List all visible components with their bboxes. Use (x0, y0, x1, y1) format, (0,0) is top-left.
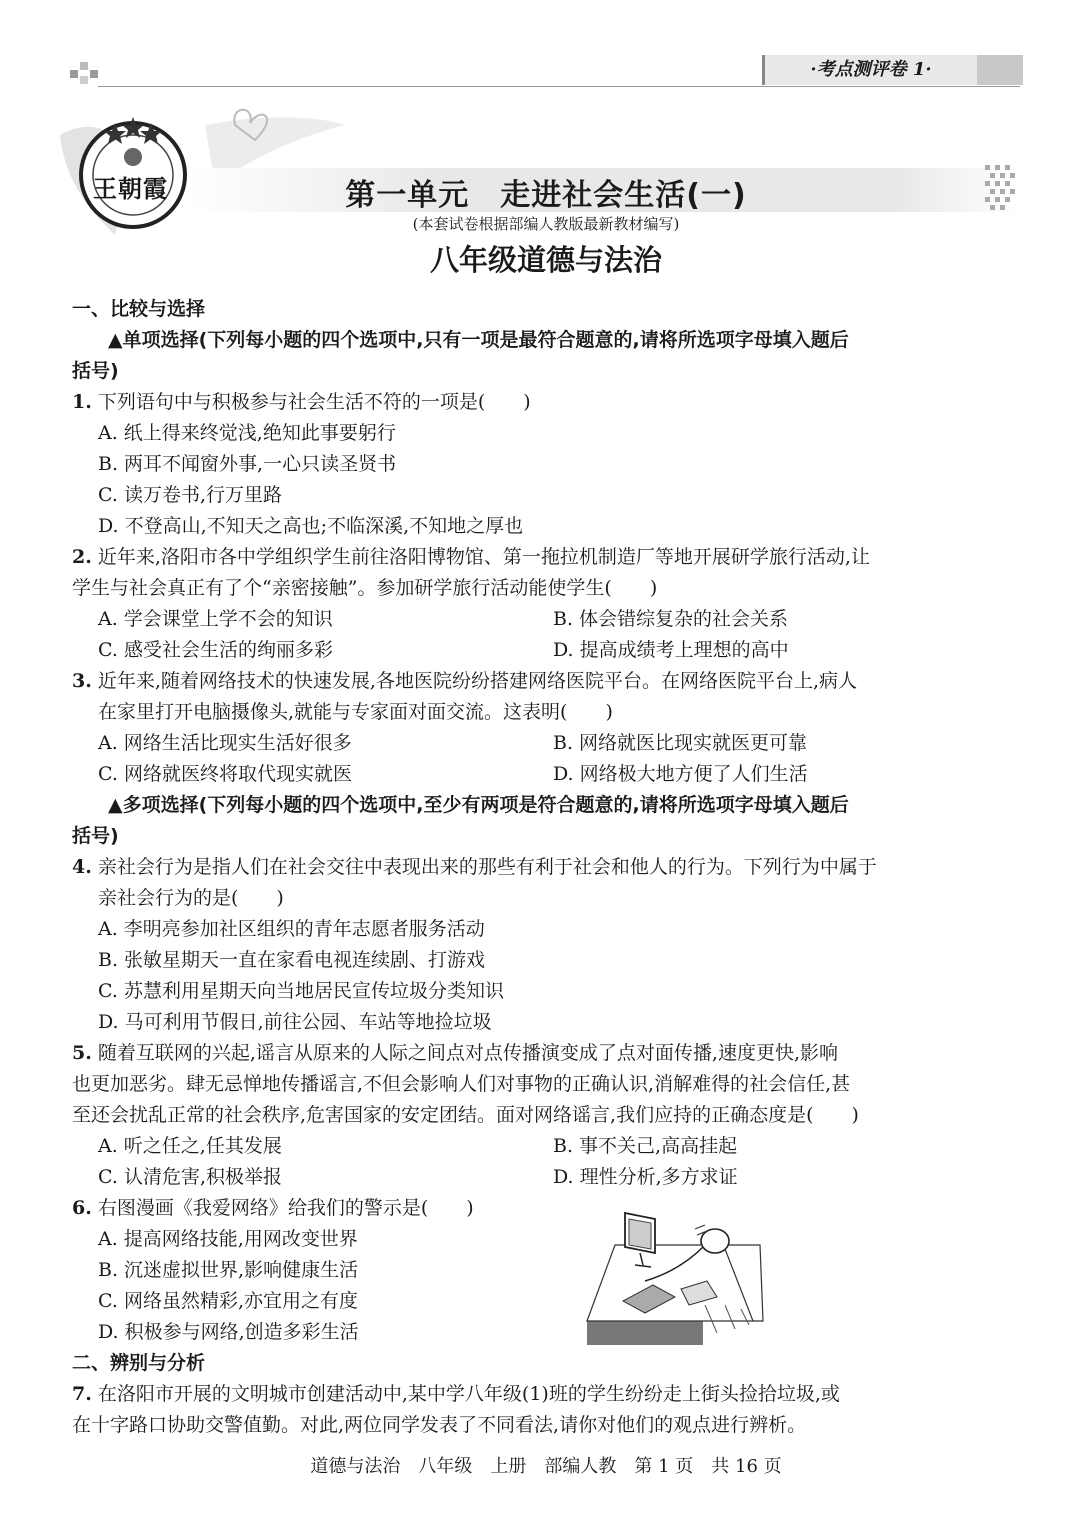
option-d: D. 网络极大地方便了人们生活 (553, 763, 808, 785)
option-c: C. 感受社会生活的绚丽多彩 (98, 639, 333, 661)
multi-choice-instruction-cont: 括号) (72, 825, 119, 847)
question-number: 7. (72, 1383, 92, 1405)
question-number: 3. (72, 670, 92, 692)
option-a: A. 提高网络技能,用网改变世界 (98, 1228, 358, 1250)
option-c: C. 认清危害,积极举报 (98, 1166, 282, 1188)
question-stem-cont: 学生与社会真正有了个“亲密接触”。参加研学旅行活动能使学生( ) (72, 577, 658, 599)
option-d: D. 积极参与网络,创造多彩生活 (98, 1321, 359, 1343)
corner-squares-icon (70, 62, 100, 88)
question-number: 4. (72, 856, 92, 878)
question-stem: 右图漫画《我爱网络》给我们的警示是( ) (97, 1197, 474, 1219)
option-a: A. 听之任之,任其发展 (98, 1135, 282, 1157)
option-a: A. 学会课堂上学不会的知识 (98, 608, 333, 630)
question-1 (72, 387, 531, 418)
option-b: B. 网络就医比现实就医更可靠 (553, 732, 808, 754)
question-stem-cont: 至还会扰乱正常的社会秩序,危害国家的安定团结。面对网络谣言,我们应持的正确态度是( ) (72, 1104, 859, 1126)
question-number: 5. (72, 1042, 92, 1064)
option-b: B. 沉迷虚拟世界,影响健康生活 (98, 1259, 359, 1281)
option-a: A. 李明亮参加社区组织的青年志愿者服务活动 (98, 918, 485, 940)
subject-title: 八年级道德与法治 (429, 243, 662, 277)
question-stem: 下列语句中与积极参与社会生活不符的一项是( ) (97, 391, 531, 413)
question-4 (72, 852, 877, 883)
single-choice-instruction: ▲单项选择(下列每小题的四个选项中,只有一项是最符合题意的,请将所选项字母填入题后 (108, 329, 849, 351)
question-5 (72, 1038, 838, 1069)
question-2 (72, 542, 870, 573)
unit-title: 第一单元 走进社会生活(一) (345, 178, 747, 213)
question-stem: 近年来,随着网络技术的快速发展,各地医院纷纷搭建网络医院平台。在网络医院平台上,病人 (97, 670, 858, 692)
question-stem-cont: 也更加恶劣。肆无忌惮地传播谣言,不但会影响人们对事物的正确认识,消解难得的社会信任,甚 (72, 1073, 851, 1095)
option-b: B. 张敏星期天一直在家看电视连续剧、打游戏 (98, 949, 486, 971)
option-d: D. 马可利用节假日,前往公园、车站等地捡垃圾 (98, 1011, 492, 1033)
option-c: C. 网络虽然精彩,亦宜用之有度 (98, 1290, 358, 1312)
option-d: D. 不登高山,不知天之高也;不临深溪,不知地之厚也 (98, 515, 524, 537)
option-b: B. 体会错综复杂的社会关系 (553, 608, 789, 630)
option-c: C. 苏慧利用星期天向当地居民宣传垃圾分类知识 (98, 980, 504, 1002)
question-stem: 近年来,洛阳市各中学组织学生前往洛阳博物馆、第一拖拉机制造厂等地开展研学旅行活动,让 (97, 546, 870, 568)
question-7 (72, 1379, 840, 1410)
option-d: D. 理性分析,多方求证 (553, 1166, 738, 1188)
page-footer: 道德与法治 八年级 上册 部编人教 第 1 页 共 16 页 (310, 1456, 782, 1477)
option-b: B. 事不关己,高高挂起 (553, 1135, 738, 1157)
question-stem: 随着互联网的兴起,谣言从原来的人际之间点对点传播演变成了点对面传播,速度更快,影响 (97, 1042, 839, 1064)
question-3 (72, 666, 857, 697)
cartoon-illustration (585, 1205, 765, 1351)
question-number: 2. (72, 546, 92, 568)
option-d: D. 提高成绩考上理想的高中 (553, 639, 789, 661)
exam-tag-label: ·考点测评卷 1· (810, 59, 932, 80)
single-choice-instruction-cont: 括号) (72, 360, 119, 382)
section-heading-2: 二、辨别与分析 (72, 1352, 206, 1374)
question-stem-cont: 在家里打开电脑摄像头,就能与专家面对面交流。这表明( ) (98, 701, 613, 723)
option-a: A. 纸上得来终觉浅,绝知此事要躬行 (98, 422, 396, 444)
question-stem: 亲社会行为是指人们在社会交往中表现出来的那些有利于社会和他人的行为。下列行为中属于 (97, 856, 877, 878)
section-heading-1: 一、比较与选择 (72, 298, 206, 320)
option-b: B. 两耳不闻窗外事,一心只读圣贤书 (98, 453, 397, 475)
multi-choice-instruction: ▲多项选择(下列每小题的四个选项中,至少有两项是符合题意的,请将所选项字母填入题后 (108, 794, 849, 816)
question-stem-cont: 亲社会行为的是( ) (98, 887, 284, 909)
option-c: C. 读万卷书,行万里路 (98, 484, 282, 506)
exam-tag (762, 55, 1023, 85)
edition-note: (本套试卷根据部编人教版最新教材编写) (412, 215, 680, 233)
exam-tag-shade (977, 55, 1023, 85)
header-rule (98, 86, 1020, 87)
question-number: 1. (72, 391, 92, 413)
question-6 (72, 1193, 474, 1224)
option-a: A. 网络生活比现实生活好很多 (98, 732, 352, 754)
option-c: C. 网络就医终将取代现实就医 (98, 763, 352, 785)
question-number: 6. (72, 1197, 92, 1219)
logo-text: 王朝霞 (93, 174, 168, 203)
question-stem: 在洛阳市开展的文明城市创建活动中,某中学八年级(1)班的学生纷纷走上街头捡拾垃圾,或 (97, 1383, 840, 1405)
question-stem-cont: 在十字路口协助交警值勤。对此,两位同学发表了不同看法,请你对他们的观点进行辨析。 (72, 1414, 807, 1436)
